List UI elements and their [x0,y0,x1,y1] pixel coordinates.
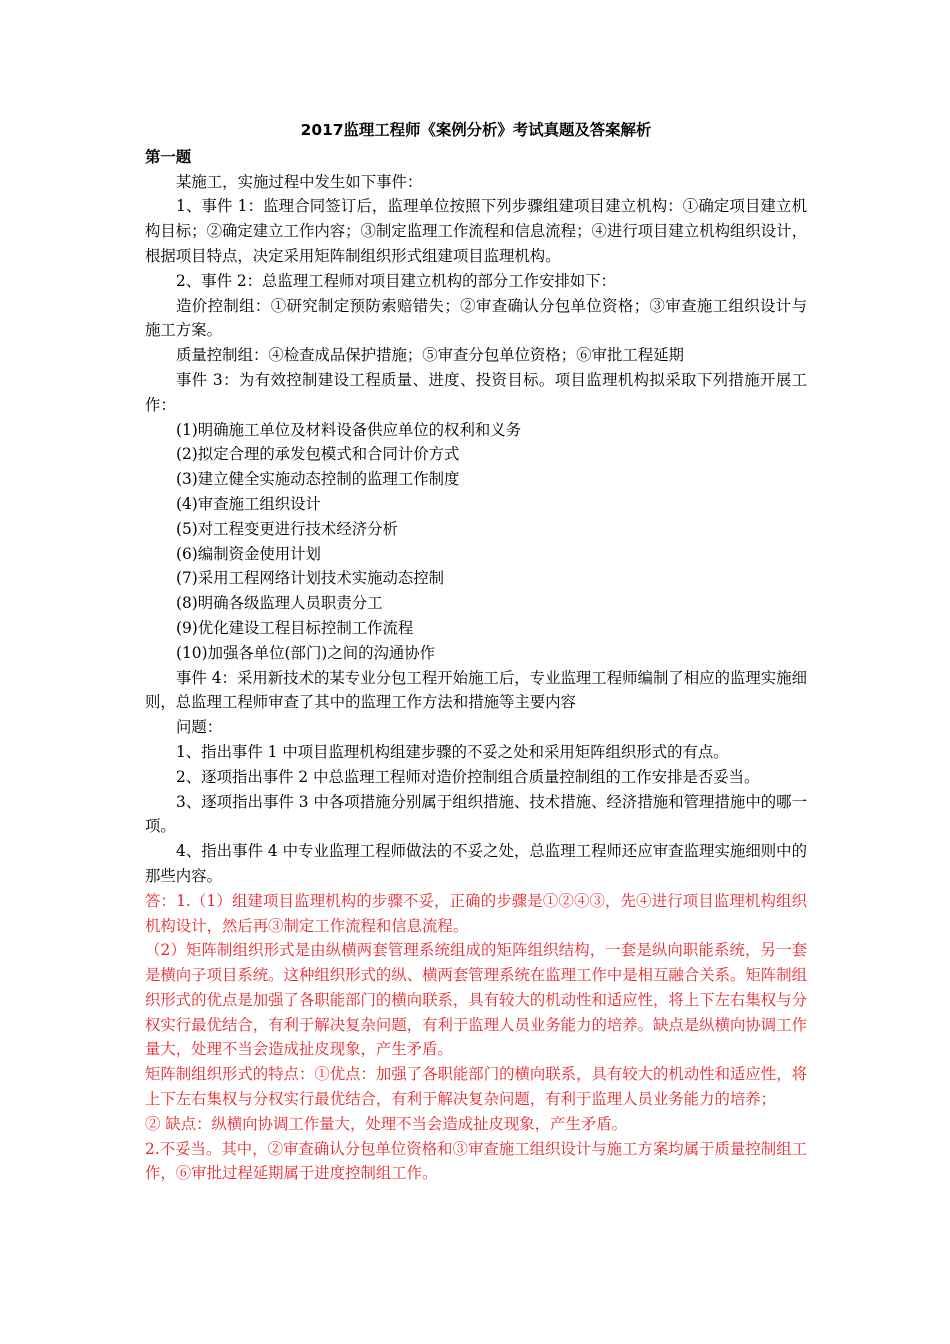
question-item: 4、指出事件 4 中专业监理工程师做法的不妥之处，总监理工程师还应审查监理实施细则中的那些内容。 [145,842,807,885]
measure-item: (4)审查施工组织设计 [176,494,321,513]
questions-label: 问题： [176,718,223,737]
answer-paragraph: 矩阵制组织形式的特点：①优点：加强了各职能部门的横向联系，具有较大的机动性和适应性，将上下左右集权与分权实行最优结合，有利于解决复杂问题，有利于监理人员业务能力的培养； [145,1065,807,1109]
measure-item: (1)明确施工单位及材料设备供应单位的权利和义务 [176,420,522,439]
measure-item: (8)明确各级监理人员职责分工 [176,594,383,613]
measure-item: (3)建立健全实施动态控制的监理工作制度 [176,470,460,489]
answer-paragraph: （2）矩阵制组织形式是由纵横两套管理系统组成的矩阵组织结构，一套是纵向职能系统，另一套是横向子项目系统。这种组织形式的纵、横两套管理系统在监理工作中是相互融合关系。矩阵制组织形式的优点是加强了各职能部门的横向联系，具有较大的机动性和适应性，将上下左右集权与分权实行最优结合，有利于解决复杂问题，有利于监理人员业务能力的培养。缺点是纵横向协调工作量大，处理不当会造成扯皮现象，产生矛盾。 [145,941,807,1059]
event-4-paragraph: 事件 4：采用新技术的某专业分包工程开始施工后，专业监理工程师编制了相应的监理实施细则，总监理工程师审查了其中的监理工作方法和措施等主要内容 [145,668,807,712]
answer-paragraph: 2.不妥当。其中，②审查确认分包单位资格和③审查施工组织设计与施工方案均属于质量控制组工作，⑥审批过程延期属于进度控制组工作。 [145,1139,807,1183]
intro-paragraph: 某施工，实施过程中发生如下事件： [176,172,423,191]
answer-paragraph: 答：1.（1）组建项目监理机构的步骤不妥，正确的步骤是①②④③，先④进行项目监理机构组织机构设计，然后再③制定工作流程和信息流程。 [145,891,807,935]
quality-control-group: 质量控制组：④检查成品保护措施；⑤审查分包单位资格；⑥审批工程延期 [176,346,684,365]
event-2-paragraph: 2、事件 2：总监理工程师对项目建立机构的部分工作安排如下： [176,271,617,290]
document-title: 2017监理工程师《案例分析》考试真题及答案解析 [300,121,652,139]
measure-item: (5)对工程变更进行技术经济分析 [176,519,398,538]
document-page [145,118,807,1186]
event-1-paragraph: 1、事件 1：监理合同签订后，监理单位按照下列步骤组建项目建立机构：①确定项目建立机构目标；②确定建立工作内容；③制定监理工作流程和信息流程；④进行项目建立机构组织设计，根据项目特点，决定采用矩阵制组织形式组建项目监理机构。 [145,197,807,265]
cost-control-group: 造价控制组：①研究制定预防索赔错失；②审查确认分包单位资格；③审查施工组织设计与施工方案。 [145,296,807,340]
measure-item: (7)采用工程网络计划技术实施动态控制 [176,569,445,588]
event-3-paragraph: 事件 3：为有效控制建设工程质量、进度、投资目标。项目监理机构拟采取下列措施开展工作： [145,370,807,414]
measure-item: (6)编制资金使用计划 [176,544,321,563]
question-item: 1、指出事件 1 中项目监理机构组建步骤的不妥之处和采用矩阵组织形式的有点。 [176,742,729,761]
section-heading: 第一题 [145,147,192,166]
measure-item: (9)优化建设工程目标控制工作流程 [176,618,414,637]
measure-item: (2)拟定合理的承发包模式和合同计价方式 [176,445,460,464]
answer-paragraph: ② 缺点：纵横向协调工作量大，处理不当会造成扯皮现象，产生矛盾。 [145,1114,628,1133]
measure-item: (10)加强各单位(部门)之间的沟通协作 [176,643,436,662]
question-item: 2、逐项指出事件 2 中总监理工程师对造价控制组合质量控制组的工作安排是否妥当。 [176,767,760,786]
question-item: 3、逐项指出事件 3 中各项措施分别属于组织措施、技术措施、经济措施和管理措施中的哪一项。 [145,792,807,836]
